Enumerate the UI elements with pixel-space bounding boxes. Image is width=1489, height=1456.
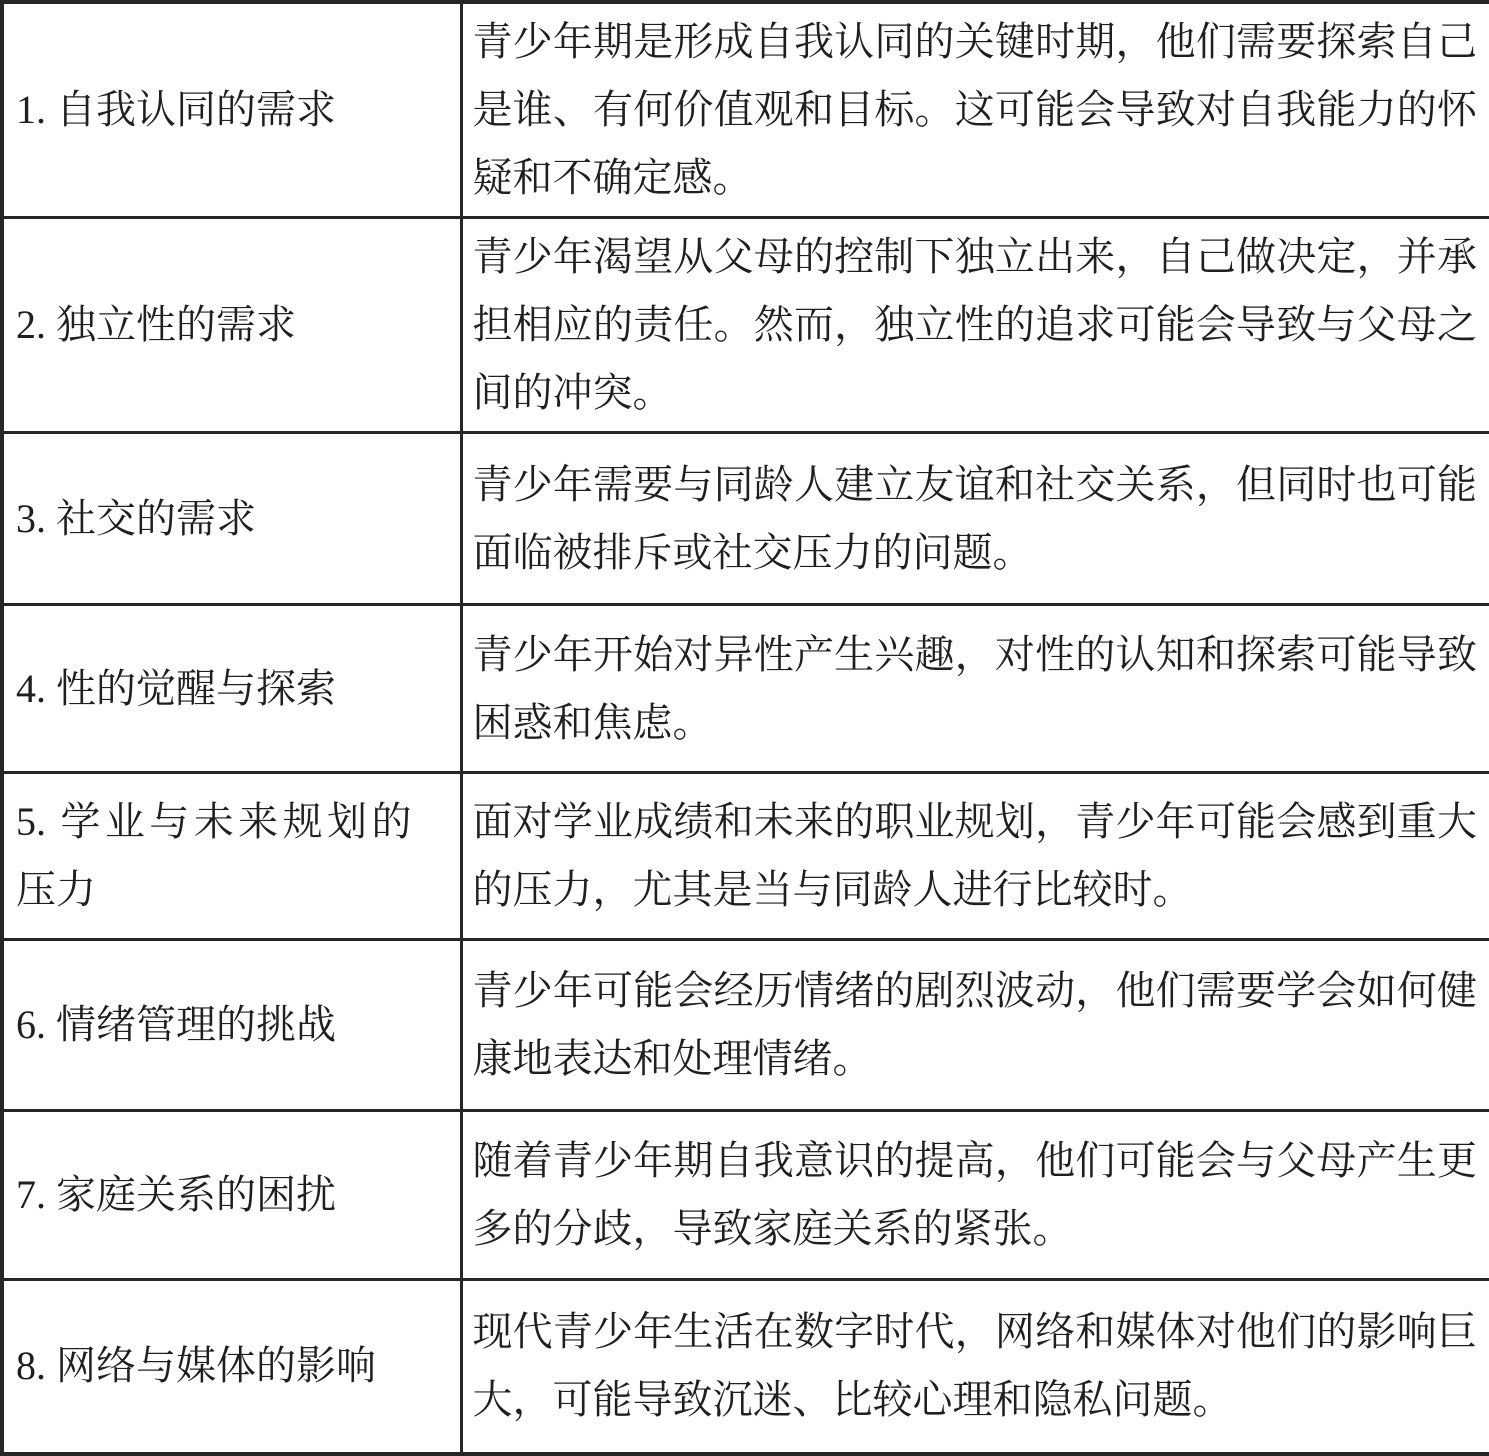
description-cell: 青少年可能会经历情绪的剧烈波动，他们需要学会如何健康地表达和处理情绪。	[461, 940, 1489, 1111]
description-cell: 青少年开始对异性产生兴趣，对性的认知和探索可能导致困惑和焦虑。	[461, 605, 1489, 773]
table-row	[2, 2, 1489, 218]
table-row	[2, 605, 1489, 773]
table-row	[2, 773, 1489, 940]
topic-cell: 6. 情绪管理的挑战	[2, 940, 461, 1111]
topic-cell: 7. 家庭关系的困扰	[2, 1111, 461, 1280]
table-row	[2, 433, 1489, 605]
topic-cell: 1. 自我认同的需求	[2, 2, 461, 218]
table-row	[2, 1111, 1489, 1280]
table-row	[2, 940, 1489, 1111]
topic-cell: 5. 学业与未来规划的压力	[2, 773, 461, 940]
table-row	[2, 218, 1489, 433]
description-cell: 青少年需要与同龄人建立友谊和社交关系，但同时也可能面临被排斥或社交压力的问题。	[461, 433, 1489, 605]
description-cell: 面对学业成绩和未来的职业规划，青少年可能会感到重大的压力，尤其是当与同龄人进行比较时。	[461, 773, 1489, 940]
description-cell: 现代青少年生活在数字时代，网络和媒体对他们的影响巨大，可能导致沉迷、比较心理和隐私问题。	[461, 1280, 1489, 1454]
description-cell: 青少年渴望从父母的控制下独立出来，自己做决定，并承担相应的责任。然而，独立性的追求可能会导致与父母之间的冲突。	[461, 218, 1489, 433]
description-cell: 青少年期是形成自我认同的关键时期，他们需要探索自己是谁、有何价值观和目标。这可能会导致对自我能力的怀疑和不确定感。	[461, 2, 1489, 218]
topic-cell: 3. 社交的需求	[2, 433, 461, 605]
topic-cell: 2. 独立性的需求	[2, 218, 461, 433]
topic-cell: 8. 网络与媒体的影响	[2, 1280, 461, 1454]
description-cell: 随着青少年期自我意识的提高，他们可能会与父母产生更多的分歧，导致家庭关系的紧张。	[461, 1111, 1489, 1280]
table-row	[2, 1280, 1489, 1454]
topic-cell: 4. 性的觉醒与探索	[2, 605, 461, 773]
